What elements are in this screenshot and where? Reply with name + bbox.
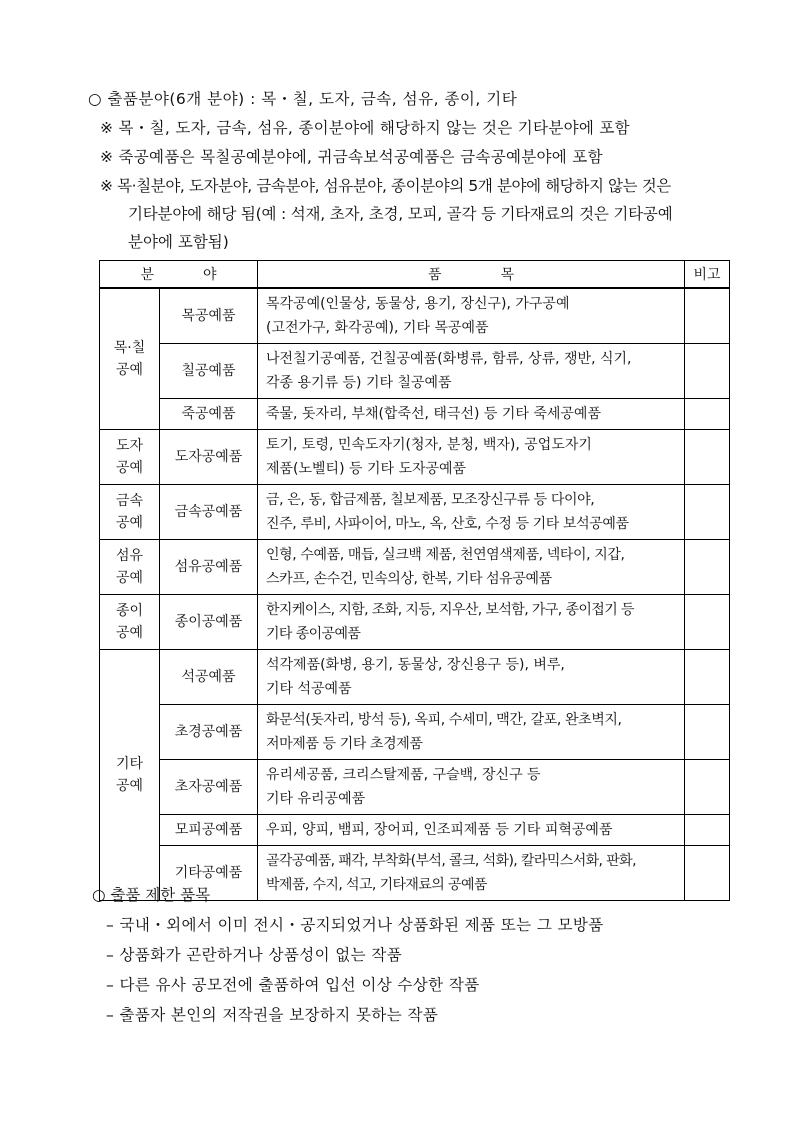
- item-line: 토기, 토령, 민속도자기(청자, 분청, 백자), 공업도자기: [266, 437, 592, 453]
- item-line: 저마제품 등 기타 초경제품: [266, 736, 423, 752]
- intro-note-five-fields: ※ 목·칠분야, 도자분야, 금속분야, 섬유분야, 종이분야의 5개 분야에 해당하지 않는 것은: [100, 177, 671, 195]
- category-label-line2: 공예: [115, 515, 144, 531]
- items-bamboo: [258, 399, 685, 430]
- category-label-line1: 섬유: [115, 548, 144, 564]
- category-label-line2: 공예: [115, 362, 144, 378]
- items-fur: [258, 815, 685, 846]
- item-line: 석각제품(화병, 용기, 동물상, 장신용구 등), 벼루,: [266, 657, 565, 673]
- category-ceramic: [100, 430, 160, 485]
- note-cell: [685, 846, 730, 901]
- note-cell: [685, 288, 730, 344]
- items-wood: [258, 288, 685, 344]
- table-header-row: [100, 261, 730, 289]
- sub-grass: 초경공예품: [160, 705, 258, 760]
- item-line: 인형, 수예품, 매듭, 실크백 제품, 천연염색제품, 넥타이, 지갑,: [266, 547, 625, 563]
- category-label-line1: 종이: [115, 603, 144, 619]
- restrictions-title: ○ 출품 제한 품목: [92, 886, 211, 904]
- category-label-line1: 기타: [115, 756, 144, 772]
- note-cell: [685, 485, 730, 540]
- item-line: 유리세공품, 크리스탈제품, 구슬백, 장신구 등: [266, 767, 541, 783]
- note-cell: [685, 540, 730, 595]
- items-fiber: [258, 540, 685, 595]
- item-line: 진주, 루비, 사파이어, 마노, 옥, 산호, 수정 등 기타 보석공예품: [266, 516, 629, 532]
- restriction-item: – 다른 유사 공모전에 출품하여 입선 이상 수상한 작품: [106, 976, 480, 994]
- item-line: 죽물, 돗자리, 부채(합죽선, 태극선) 등 기타 죽세공예품: [266, 406, 601, 422]
- category-paper: [100, 595, 160, 650]
- item-line: 화문석(돗자리, 방석 등), 옥피, 수세미, 맥간, 갈포, 완초벽지,: [266, 712, 622, 728]
- intro-note-other-field: ※ 목・칠, 도자, 금속, 섬유, 종이분야에 해당하지 않는 것은 기타분야에 포함: [100, 119, 630, 137]
- category-other: [100, 650, 160, 901]
- sub-fiber: 섬유공예품: [160, 540, 258, 595]
- item-line: 골각공예품, 패각, 부착화(부석, 콜크, 석화), 칼라믹스서화, 판화,: [266, 853, 636, 869]
- items-grass: [258, 705, 685, 760]
- sub-fur: 모피공예품: [160, 815, 258, 846]
- sub-wood: 목공예품: [160, 288, 258, 344]
- note-cell: [685, 595, 730, 650]
- table-row: [100, 760, 730, 815]
- intro-note-five-fields-cont: 기타분야에 해당 됨(예 : 석재, 초자, 초경, 모피, 골각 등 기타재료의 것은 기타공예: [128, 205, 673, 223]
- intro-note-five-fields-end: 분야에 포함됨): [128, 233, 229, 251]
- header-note: 비고: [685, 261, 730, 289]
- items-stone: [258, 650, 685, 705]
- table-row: [100, 430, 730, 485]
- item-line: 박제품, 수지, 석고, 기타재료의 공예품: [266, 877, 487, 893]
- sub-metal: 금속공예품: [160, 485, 258, 540]
- category-label-line1: 목·칠: [113, 340, 146, 356]
- table-row: [100, 815, 730, 846]
- restriction-item: – 출품자 본인의 저작권을 보장하지 못하는 작품: [106, 1006, 439, 1024]
- header-field-char1: 분: [140, 267, 155, 283]
- sub-paper: 종이공예품: [160, 595, 258, 650]
- table-row: [100, 344, 730, 399]
- item-line: 금, 은, 동, 합금제품, 칠보제품, 모조장신구류 등 다이야,: [266, 492, 595, 508]
- table-row: [100, 288, 730, 344]
- note-cell: [685, 650, 730, 705]
- table-row: [100, 399, 730, 430]
- header-items: [258, 261, 685, 289]
- intro-note-bamboo: ※ 죽공예품은 목칠공예분야에, 귀금속보석공예품은 금속공예분야에 포함: [100, 148, 603, 166]
- sub-stone: 석공예품: [160, 650, 258, 705]
- craft-category-table: [99, 260, 730, 901]
- item-line: (고전가구, 화각공예), 기타 목공예품: [266, 320, 489, 336]
- item-line: 기타 석공예품: [266, 681, 352, 697]
- category-fiber: [100, 540, 160, 595]
- note-cell: [685, 344, 730, 399]
- items-misc: [258, 846, 685, 901]
- table-row: [100, 595, 730, 650]
- note-cell: [685, 430, 730, 485]
- items-paper: [258, 595, 685, 650]
- note-cell: [685, 399, 730, 430]
- item-line: 한지케이스, 지함, 조화, 지등, 지우산, 보석함, 가구, 종이접기 등: [266, 602, 634, 618]
- intro-field-list: ○ 출품분야(6개 분야) : 목・칠, 도자, 금속, 섬유, 종이, 기타: [88, 90, 518, 108]
- category-label-line1: 도자: [115, 438, 144, 454]
- item-line: 나전칠기공예품, 건칠공예품(화병류, 함류, 상류, 쟁반, 식기,: [266, 351, 632, 367]
- header-items-char1: 품: [428, 267, 442, 283]
- table-row: [100, 650, 730, 705]
- header-items-char2: 목: [500, 267, 514, 283]
- note-cell: [685, 760, 730, 815]
- header-field: [100, 261, 258, 289]
- category-label-line1: 금속: [115, 493, 144, 509]
- sub-misc: 기타공예품: [160, 846, 258, 901]
- category-metal: [100, 485, 160, 540]
- items-metal: [258, 485, 685, 540]
- items-ceramic: [258, 430, 685, 485]
- items-lacquer: [258, 344, 685, 399]
- restriction-item: – 국내・외에서 이미 전시・공지되었거나 상품화된 제품 또는 그 모방품: [106, 916, 604, 934]
- sub-glass: 초자공예품: [160, 760, 258, 815]
- sub-ceramic: 도자공예품: [160, 430, 258, 485]
- header-field-char2: 야: [202, 267, 217, 283]
- table-row: [100, 705, 730, 760]
- table-row: [100, 540, 730, 595]
- items-glass: [258, 760, 685, 815]
- item-line: 스카프, 손수건, 민속의상, 한복, 기타 섬유공예품: [266, 571, 552, 587]
- item-line: 제품(노벨티) 등 기타 도자공예품: [266, 461, 467, 477]
- item-line: 기타 유리공예품: [266, 791, 366, 807]
- sub-lacquer: 칠공예품: [160, 344, 258, 399]
- item-line: 목각공예(인물상, 동물상, 용기, 장신구), 가구공예: [266, 296, 570, 312]
- table-row: [100, 485, 730, 540]
- category-label-line2: 공예: [115, 625, 144, 641]
- category-label-line2: 공예: [115, 570, 144, 586]
- item-line: 기타 종이공예품: [266, 626, 361, 642]
- sub-bamboo: 죽공예품: [160, 399, 258, 430]
- note-cell: [685, 705, 730, 760]
- item-line: 우피, 양피, 뱀피, 장어피, 인조피제품 등 기타 피혁공예품: [266, 822, 613, 838]
- note-cell: [685, 815, 730, 846]
- restriction-item: – 상품화가 곤란하거나 상품성이 없는 작품: [106, 946, 403, 964]
- item-line: 각종 용기류 등) 기타 칠공예품: [266, 375, 452, 391]
- category-label-line2: 공예: [115, 778, 144, 794]
- category-label-line2: 공예: [115, 460, 144, 476]
- category-wood-lacquer: [100, 288, 160, 430]
